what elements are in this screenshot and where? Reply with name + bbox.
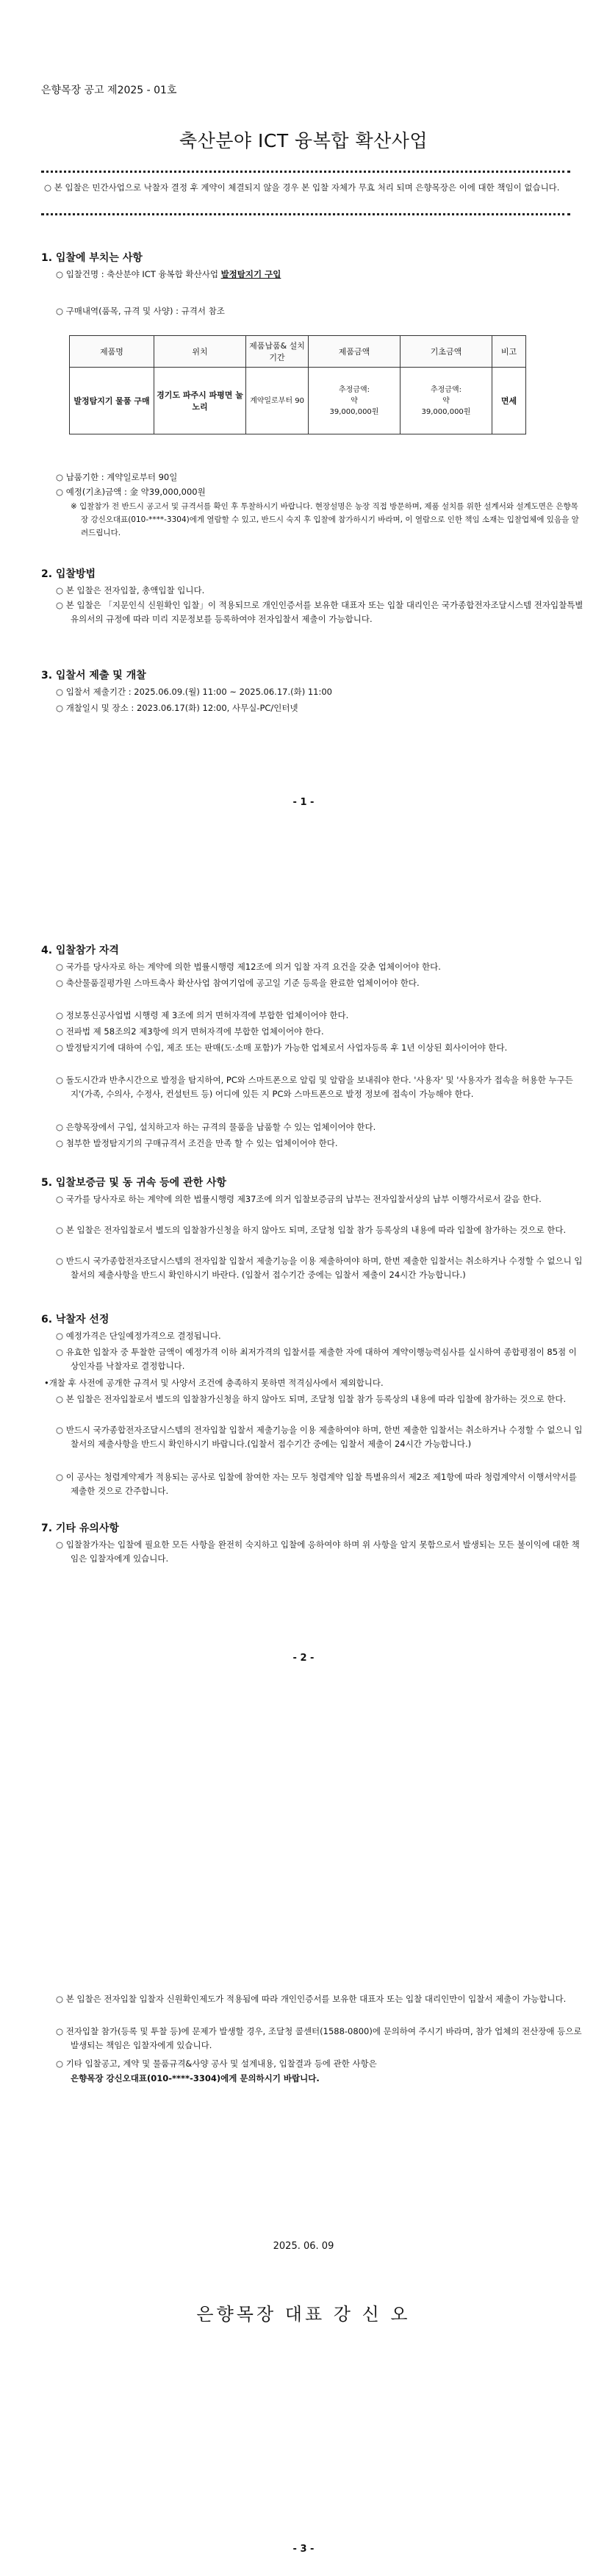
- s3-item-2: ○ 개찰일시 및 장소 : 2023.06.17(화) 12:00, 사무실-PC/인터넷: [56, 703, 298, 713]
- s6-item-1: ○ 예정가격은 단일예정가격으로 결정됩니다.: [56, 1331, 221, 1341]
- cell-period: 계약일로부터 90: [246, 368, 309, 434]
- col-period: 제품납품& 설치기간: [246, 336, 309, 368]
- s6-note: •개찰 후 사전에 공개한 규격서 및 사양서 조건에 충족하지 못하면 적격심사에서 제외합니다.: [44, 1378, 384, 1388]
- intro-notice: ○ 본 입찰은 민간사업으로 낙찰자 결정 후 계약이 체결되지 않을 경우 본 입찰 자체가 무효 처리 되며 은향목장은 이에 대한 책임이 없습니다.: [44, 182, 560, 193]
- p3-item-3: ○ 기타 입찰공고, 계약 및 물품규격&사양 공사 및 설계내용, 입찰결과 등에 관한 사항은: [56, 2058, 377, 2069]
- cell-product: 발정탐지기 물품 구매: [70, 368, 154, 434]
- s4-item-7: ○ 은향목장에서 구입, 설치하고자 하는 규격의 물품을 납품할 수 있는 업체이어야 한다.: [56, 1122, 376, 1132]
- cell-price-value: 39,000,000원: [329, 407, 379, 416]
- s6-item-4: ○ 반드시 국가종합전자조달시스템의 전자입찰 입찰서 제출기능을 이용 제출하여야 하며, 한번 제출한 입찰서는 취소하거나 수정할 수 없으니 입찰서의 제출사항을 반드시 확인하시기 바랍니다.(입찰서 접수기간 중에는 입찰서 제출이 24시간 가능합니다.): [56, 1425, 583, 1449]
- section-3-heading: 3. 입찰서 제출 및 개찰: [41, 670, 146, 681]
- s2-item-2: ○ 본 입찰은 「지문인식 신원확인 입찰」이 적용되므로 개인인증서를 보유한 대표자 또는 입찰 대리인은 국가종합전자조달시스템 전자입찰특별유의서의 규정에 따라 미리 지문정보를 등록하여야 전자입찰서 제출이 가능합니다.: [56, 600, 583, 624]
- estimated-price: ○ 예정(기초)금액 : 金 약39,000,000원: [56, 487, 206, 497]
- page-number-1: - 1 -: [292, 797, 315, 808]
- cell-price-label: 추정금액:: [338, 385, 370, 394]
- section-5-heading: 5. 입찰보증금 및 동 귀속 등에 관한 사항: [41, 1177, 227, 1189]
- page-number-3: - 3 -: [292, 2544, 315, 2555]
- page-number-2: - 2 -: [292, 1653, 315, 1664]
- cell-base-note: 약: [442, 396, 450, 405]
- s4-item-3: ○ 정보통신공사업법 시행령 제 3조에 의거 면허자격에 부합한 업체이어야 한다.: [56, 1010, 349, 1020]
- spec-table-row: [70, 368, 526, 434]
- s4-item-2: ○ 축산물품질평가원 스마트축사 확산사업 참여기업에 공고일 기준 등록을 완료한 업체이어야 한다.: [56, 978, 420, 988]
- s6-item-5: ○ 이 공사는 청렴계약제가 적용되는 공사로 입찰에 참여한 자는 모두 청렴계약 입찰 특별유의서 제2조 제1항에 따라 청렴계약서 이행서약서를 제출한 것으로 간주합니다.: [56, 1472, 577, 1496]
- spec-table: [69, 335, 526, 434]
- s4-item-8: ○ 첨부한 발정탐지기의 구매규격서 조건을 만족 할 수 있는 업체이어야 한다.: [56, 1138, 338, 1148]
- notice-date: 2025. 06. 09: [273, 2241, 334, 2252]
- notice-number: 은향목장 공고 제2025 - 01호: [41, 85, 177, 96]
- s4-item-6: ○ 돌도시간과 반추시간으로 발정을 탐지하여, PC와 스마트폰으로 알림 및 알람을 보내줘야 한다. '사용자' 및 '사용자가 접속을 허용한 누구든지'(가족, 수의사, 수정사, 컨설턴트 등) 어디에 있든 지 PC와 스마트폰으로 발정 정보에 접속이 가능해야 한다.: [56, 1075, 573, 1099]
- s2-item-1: ○ 본 입찰은 전자입찰, 총액입찰 입니다.: [56, 585, 205, 595]
- s3-item-1: ○ 입찰서 제출기간 : 2025.06.09.(월) 11:00 ~ 2025.06.17.(화) 11:00: [56, 687, 332, 697]
- section-2-heading: 2. 입찰방법: [41, 568, 96, 580]
- bid-name-prefix: ○ 입찰건명 : 축산분야 ICT 융복합 확산사업: [56, 269, 221, 279]
- s4-item-4: ○ 전파법 제 58조의2 제3항에 의거 면허자격에 부합한 업체이어야 한다.: [56, 1026, 324, 1037]
- spec-table-header-row: [70, 336, 526, 368]
- signature-line: 은향목장 대표 강 신 오: [196, 2304, 411, 2325]
- bid-name: [56, 268, 570, 282]
- s5-item-3: ○ 반드시 국가종합전자조달시스템의 전자입찰 입찰서 제출기능을 이용 제출하여야 하며, 한번 제출한 입찰서는 취소하거나 수정할 수 없으니 입찰서의 제출사항을 반드시 확인하시기 바란다. (입찰서 접수기간 중에는 입찰서 제출이 24시간 가능합니다.): [56, 1256, 583, 1280]
- cell-base-value: 39,000,000원: [421, 407, 471, 416]
- s4-item-1: ○ 국가를 당사자로 하는 계약에 의한 법률시행령 제12조에 의거 입찰 자격 요건을 갖춘 업체이어야 한다.: [56, 962, 441, 972]
- cell-base-price: [401, 368, 492, 434]
- section-4-heading: 4. 입찰참가 자격: [41, 945, 119, 956]
- col-base-price: 기초금액: [401, 336, 492, 368]
- s4-item-5: ○ 발정탐지기에 대하여 수입, 제조 또는 판매(도·소매 포함)가 가능한 업체로서 사업자등록 후 1년 이상된 회사이어야 한다.: [56, 1042, 508, 1053]
- divider-top: [41, 171, 570, 173]
- col-product: 제품명: [70, 336, 154, 368]
- divider-bottom: [41, 213, 570, 215]
- p3-item-2: ○ 전자입찰 참가(등록 및 투찰 등)에 문제가 발생할 경우, 조달청 콜센터(1588-0800)에 문의하여 주시기 바라며, 참가 업체의 전산장애 등으로 발생되는 책임은 입찰자에게 있습니다.: [56, 2026, 582, 2050]
- p3-contact: 은향목장 강신오대표(010-****-3304)에게 문의하시기 바랍니다.: [71, 2073, 320, 2083]
- cell-remark: 면세: [492, 368, 526, 434]
- page-title: 축산분야 ICT 융복합 확산사업: [179, 130, 428, 151]
- site-notice: ※ 입찰참가 전 반드시 공고서 및 규격서를 확인 후 투찰하시기 바랍니다. 현장설명은 농장 직접 방문하며, 제품 설치를 위한 설계서와 설계도면은 은향목장 강신오대표(010-****-3304)에게 열람할 수 있고, 반드시 숙지 후 입찰에 참가하시기 바라며, 이 열람으로 인한 책임 소재는 입찰업체에 있음을 알려드립니다.: [71, 502, 579, 537]
- s7-item-1: ○ 입찰참가자는 입찰에 필요한 모든 사항을 완전히 숙지하고 입찰에 응하여야 하며 위 사항을 알지 못함으로서 발생되는 모든 불이익에 대한 책임은 입찰자에게 있습니다.: [56, 1539, 580, 1564]
- section-6-heading: 6. 낙찰자 선정: [41, 1314, 109, 1325]
- s5-item-2: ○ 본 입찰은 전자입찰로서 별도의 입찰참가신청을 하지 않아도 되며, 조달청 입찰 참가 등록상의 내용에 따라 입찰에 참가하는 것으로 한다.: [56, 1225, 567, 1235]
- bid-name-item: 발정탐지기 구입: [220, 269, 281, 279]
- col-remark: 비고: [492, 336, 526, 368]
- s6-item-2: ○ 유효한 입찰자 중 투찰한 금액이 예정가격 이하 최저가격의 입찰서를 제출한 자에 대하여 계약이행능력심사를 실시하여 종합평점이 85점 이상인자를 낙찰자로 결정합니다.: [56, 1347, 577, 1371]
- cell-price: [309, 368, 401, 434]
- s6-item-3: ○ 본 입찰은 전자입찰로서 별도의 입찰참가신청을 하지 않아도 되며, 조달청 입찰 참가 등록상의 내용에 따라 입찰에 참가하는 것으로 한다.: [56, 1394, 567, 1404]
- col-location: 위치: [154, 336, 246, 368]
- section-7-heading: 7. 기타 유의사항: [41, 1523, 119, 1534]
- cell-price-note: 약: [351, 396, 358, 405]
- cell-base-label: 추정금액:: [430, 385, 461, 394]
- p3-item-1: ○ 본 입찰은 전자입찰 입찰자 신원확인제도가 적용됨에 따라 개인인증서를 보유한 대표자 또는 입찰 대리인만이 입찰서 제출이 가능합니다.: [56, 1994, 567, 2004]
- section-1-heading: 1. 입찰에 부치는 사항: [41, 252, 143, 264]
- cell-location: 경기도 파주시 파평면 눌노리: [154, 368, 246, 434]
- col-price: 제품금액: [309, 336, 401, 368]
- delivery-deadline: ○ 납품기한 : 계약일로부터 90일: [56, 472, 178, 482]
- s5-item-1: ○ 국가를 당사자로 하는 계약에 의한 법률시행령 제37조에 의거 입찰보증금의 납부는 전자입찰서상의 납부 이행각서로서 갈음 한다.: [56, 1194, 542, 1204]
- purchase-details: ○ 구매내역(품목, 규격 및 사양) : 규격서 참조: [56, 306, 225, 316]
